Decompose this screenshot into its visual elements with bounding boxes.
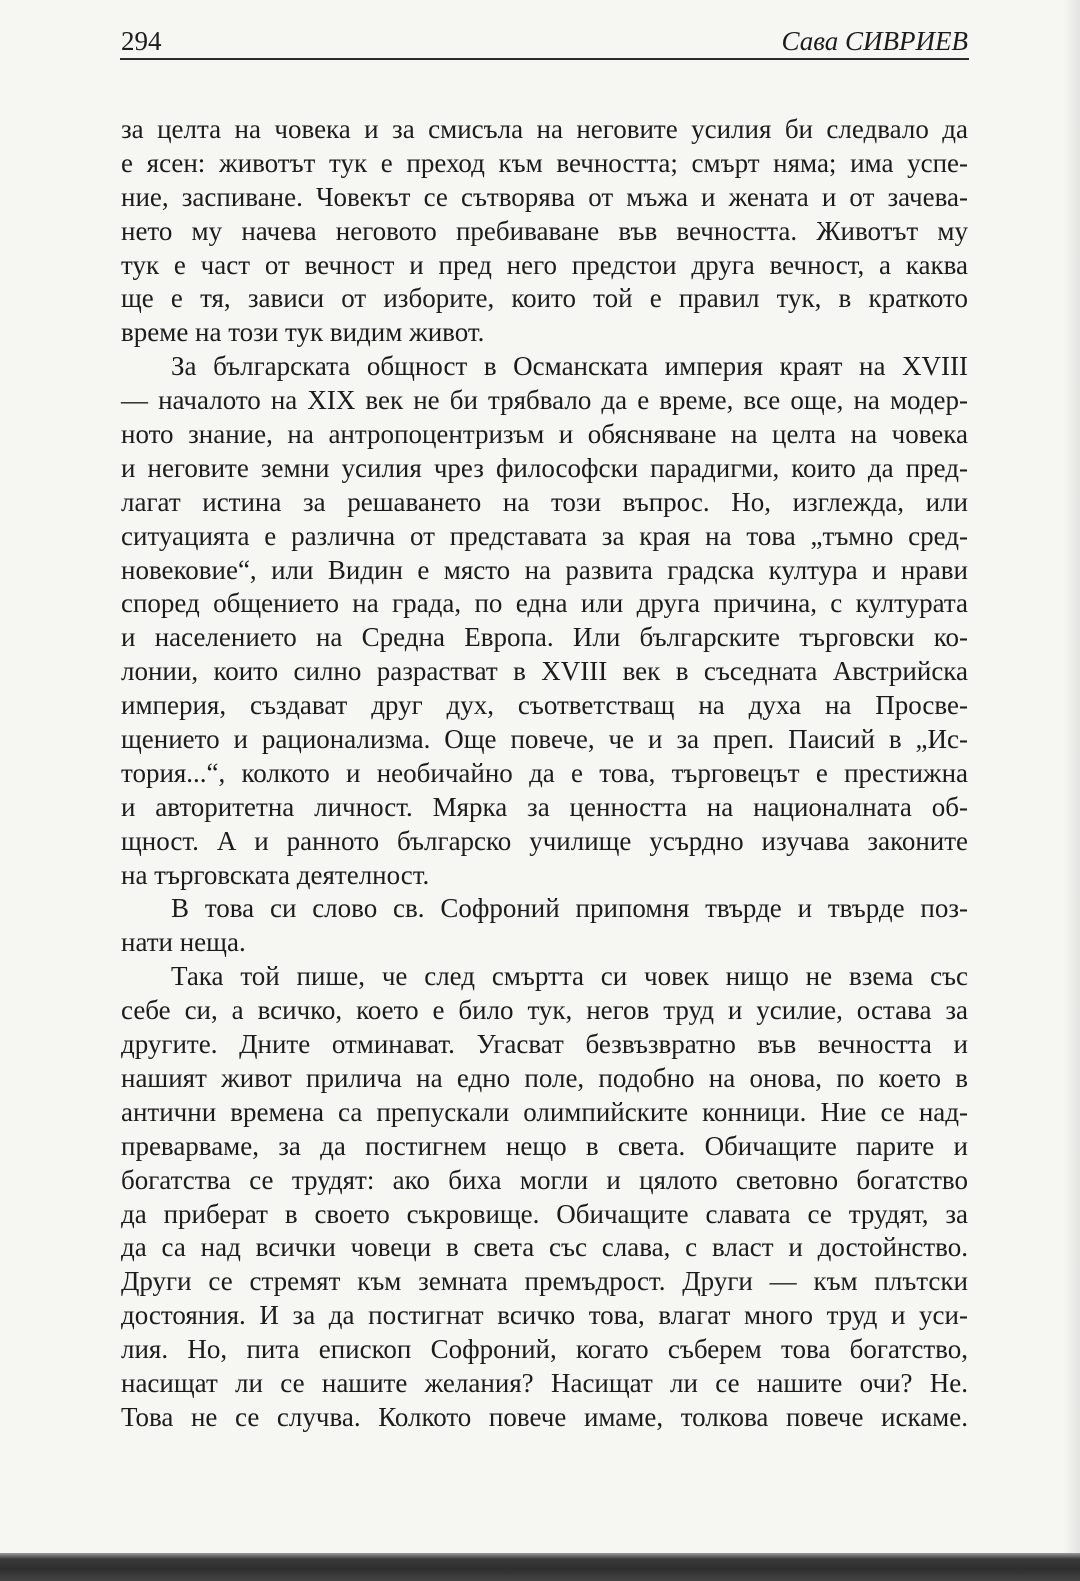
text-line [121, 621, 968, 655]
running-header-author: Сава СИВРИЕВ [781, 26, 968, 56]
text-line-content: ното знание, на антропоцентризъм и обясняване на целта на човека [121, 419, 968, 450]
text-line-content: щност. А и ранното българско училище усърдно изучава законите [121, 825, 968, 856]
text-line [121, 994, 968, 1028]
text-line-content: империя, създават друг дух, съответстващ на духа на Просве- [121, 690, 968, 721]
text-line-content: преварваме, за да постигнем нещо в света. Обичащите парите и [121, 1130, 968, 1161]
text-line-content: и авторитетна личност. Мярка за ценността на националната об- [121, 791, 968, 822]
text-line [121, 1062, 968, 1096]
text-line [121, 1198, 968, 1232]
text-line-content: лагат истина за решаването на този въпрос. Но, изглежда, или [121, 486, 968, 517]
text-line-content: нашият живот прилича на едно поле, подобно на онова, по което в [121, 1062, 968, 1093]
text-line [121, 316, 968, 350]
text-line-content: нати неща. [121, 927, 246, 958]
text-line [121, 147, 968, 181]
running-header [121, 24, 968, 58]
text-line-content: ние, заспиване. Човекът се сътворява от мъжа и жената и от зачева- [121, 181, 968, 212]
text-line [121, 249, 968, 283]
text-line [121, 1265, 968, 1299]
text-line [121, 215, 968, 249]
text-line-content: лонии, които силно разрастват в XVIII век в съседната Австрийска [121, 656, 968, 687]
text-line-content: лия. Но, пита епископ Софроний, когато съберем това богатство, [121, 1334, 968, 1365]
text-line [121, 1401, 968, 1435]
text-line [121, 486, 968, 520]
text-line [121, 554, 968, 588]
text-line [121, 859, 968, 893]
text-line [121, 1164, 968, 1198]
header-rule [120, 58, 969, 60]
text-line [121, 520, 968, 554]
text-line-content: За българската общност в Османската империя краят на XVIII [171, 351, 968, 382]
text-line-content: ще е тя, зависи от изборите, които той е правил тук, в краткото [121, 283, 968, 314]
text-line [121, 1299, 968, 1333]
text-line-content: насищат ли се нашите желания? Насищат ли се нашите очи? Не. [121, 1367, 968, 1398]
text-line [121, 1333, 968, 1367]
text-line-content: тория...“, колкото и необичайно да е това, търговецът е престижна [121, 757, 968, 788]
text-line [121, 181, 968, 215]
text-line [121, 723, 968, 757]
text-line [121, 1367, 968, 1401]
text-line [121, 1028, 968, 1062]
text-line-content: на търговската деятелност. [121, 859, 430, 890]
text-line [121, 282, 968, 316]
text-line-content: да са над всички човеци в света със слава, с власт и достойнство. [121, 1232, 968, 1263]
text-line [121, 384, 968, 418]
text-line-content: достояния. И за да постигнат всичко това, влагат много труд и уси- [121, 1300, 968, 1331]
text-line [121, 452, 968, 486]
text-line-content: Така той пише, че след смъртта си човек нищо не взема със [171, 961, 968, 992]
text-line-content: и неговите земни усилия чрез философски парадигми, които да пред- [121, 452, 968, 483]
text-line [121, 1130, 968, 1164]
text-line-content: време на този тук видим живот. [121, 317, 485, 348]
text-line [121, 418, 968, 452]
paragraph [121, 960, 968, 1434]
text-line [121, 655, 968, 689]
text-line-content: е ясен: животът тук е преход към вечността; смърт няма; има успе- [121, 147, 968, 178]
text-line-content: и населението на Средна Европа. Или българските търговски ко- [121, 622, 968, 653]
text-line-content: — началото на XIX век не би трябвало да е време, все още, на модер- [121, 385, 968, 416]
body-text [121, 113, 968, 1435]
text-line [121, 791, 968, 825]
text-line [121, 825, 968, 859]
page-edge-shadow [1062, 0, 1080, 1553]
text-line-content: себе си, а всичко, което е било тук, негов труд и усилие, остава за [121, 995, 968, 1026]
text-line [121, 926, 968, 960]
text-line [121, 113, 968, 147]
text-line-content: тук е част от вечност и пред него предстои друга вечност, а каква [121, 249, 968, 280]
text-line-content: антични времена са препускали олимпийските конници. Ние се над- [121, 1096, 968, 1127]
paragraph [121, 350, 968, 892]
text-line [121, 689, 968, 723]
paragraph [121, 892, 968, 960]
text-line-content: да приберат в своето съкровище. Обичащите славата се трудят, за [121, 1198, 968, 1229]
text-line [121, 892, 968, 926]
text-line-content: според общението на града, по една или друга причина, с културата [121, 588, 968, 619]
text-line-content: Други се стремят към земната премъдрост. Други — към плътски [121, 1266, 968, 1297]
text-line-content: другите. Дните отминават. Угасват безвъзвратно във вечността и [121, 1029, 968, 1060]
text-line-content: богатства се трудят: ако биха могли и цялото световно богатство [121, 1164, 968, 1195]
text-line-content: нето му начева неговото пребиваване във вечността. Животът му [121, 215, 968, 246]
page-number: 294 [121, 26, 162, 56]
text-line-content: за целта на човека и за смисъла на неговите усилия би следвало да [121, 114, 968, 144]
text-line [121, 757, 968, 791]
text-line-content: В това си слово св. Софроний припомня твърде и твърде поз- [171, 893, 968, 924]
text-line [121, 960, 968, 994]
text-line [121, 1231, 968, 1265]
text-line-content: щението и рационализма. Още повече, че и за преп. Паисий в „Ис- [121, 724, 968, 755]
text-line [121, 350, 968, 384]
text-line [121, 587, 968, 621]
text-line [121, 1096, 968, 1130]
text-line-content: новековие“, или Видин е място на развита градска култура и нрави [121, 554, 968, 585]
scanner-edge [0, 1553, 1080, 1581]
paragraph [121, 113, 968, 350]
text-line-content: ситуацията е различна от представата за края на това „тъмно сред- [121, 520, 968, 551]
text-line-content: Това не се случва. Колкото повече имаме, толкова повече искаме. [121, 1401, 968, 1432]
